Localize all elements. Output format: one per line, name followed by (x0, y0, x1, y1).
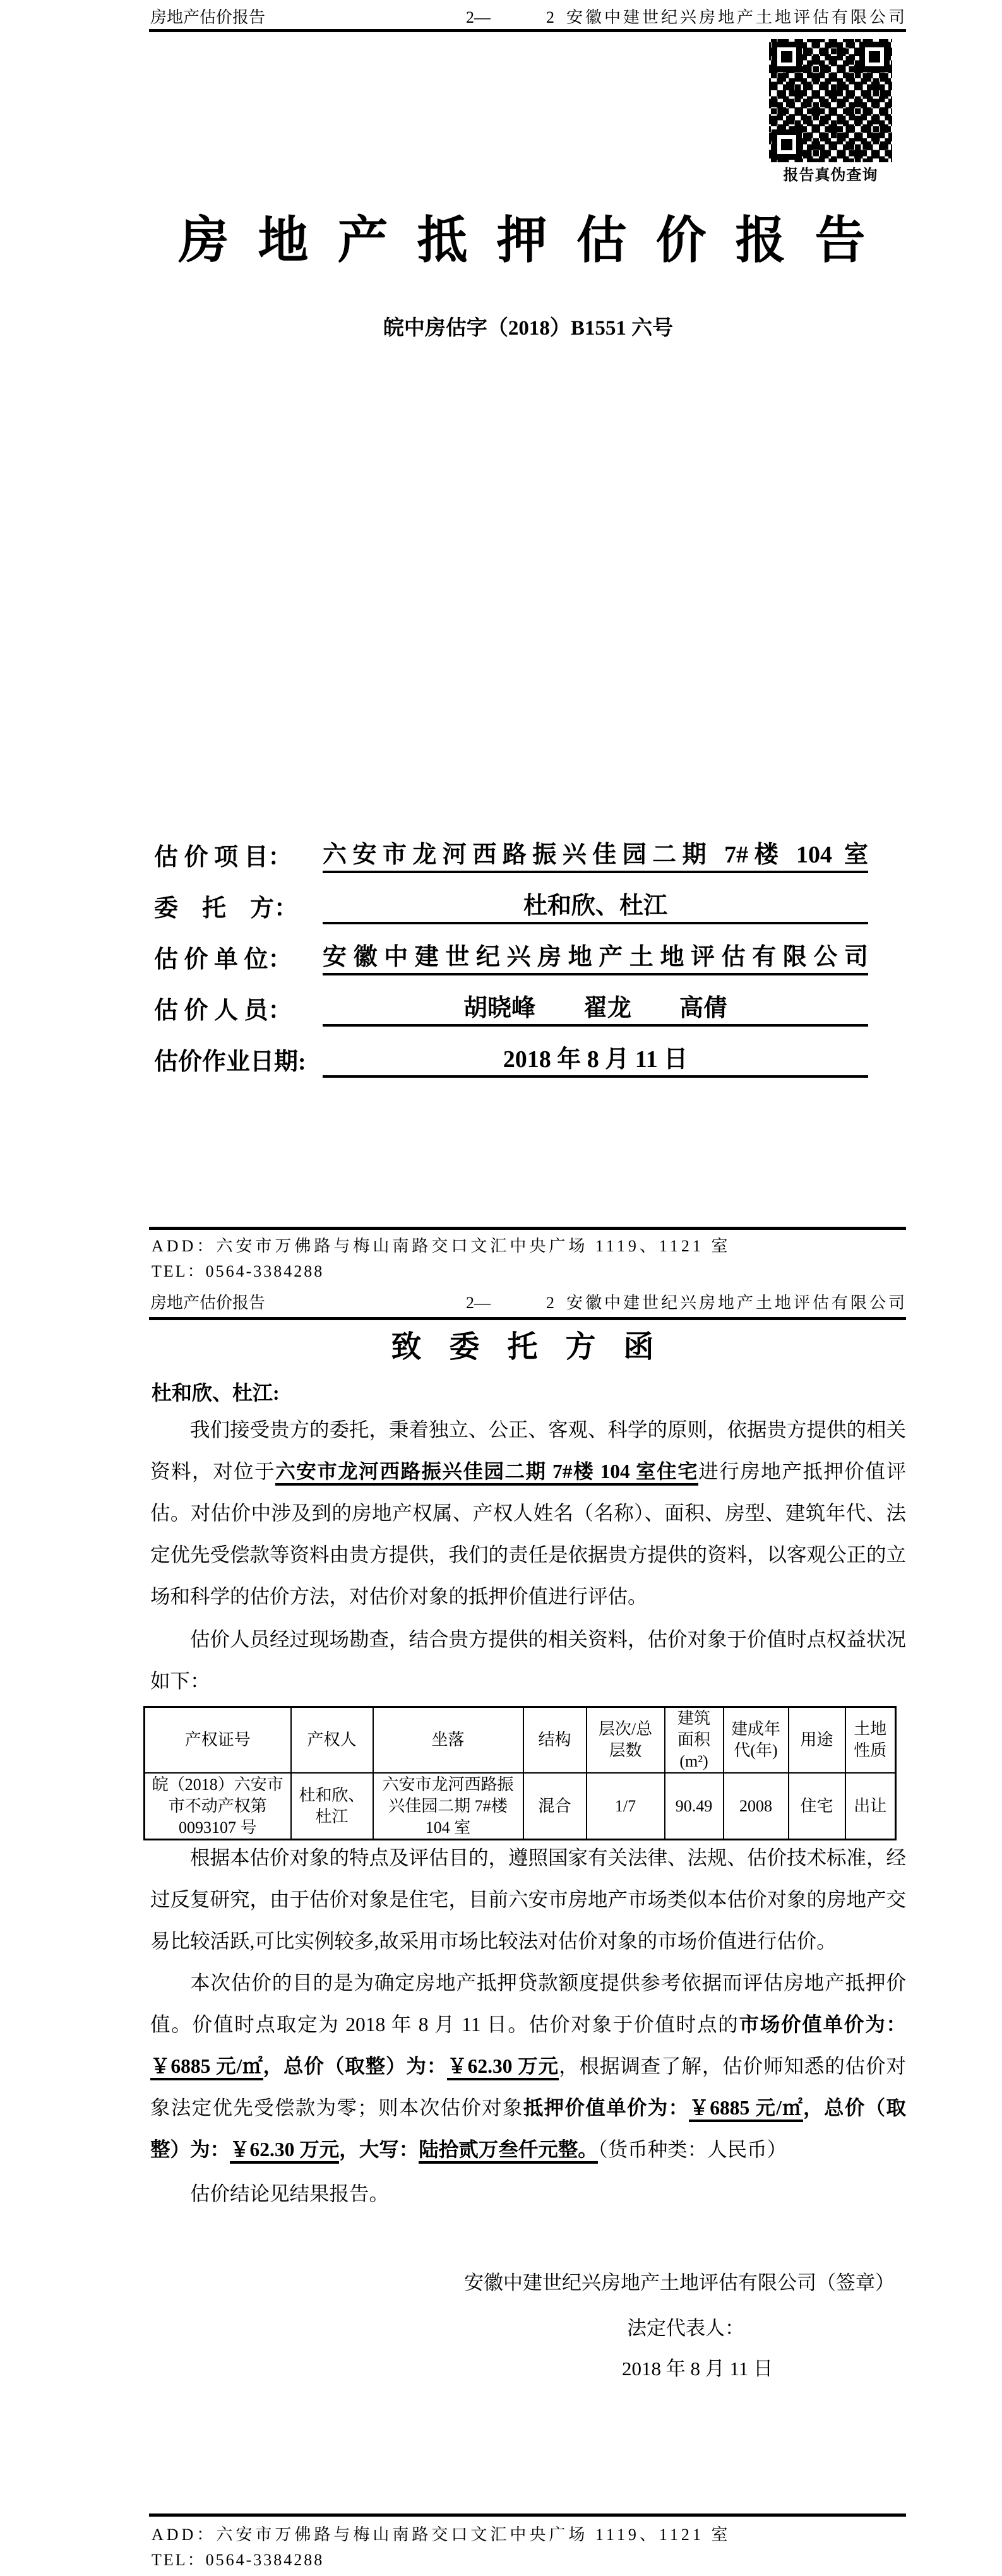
page2-header (150, 1293, 907, 1315)
footer-tel: TEL：0564-3384288 (152, 1262, 325, 1280)
text-segment: 抵押价值单价为： (523, 2097, 689, 2119)
text-segment: ，根据调查了解，估价师知悉的估价对象法定优先受偿款为零；则本次估价对象 (150, 2055, 906, 2119)
footer-address: ADD：六安市万佛路与梅山南路交口文汇中央广场 1119、1121 室 (152, 2525, 731, 2544)
signature-date: 2018 年 8 月 11 日 (622, 2358, 773, 2380)
report-title: 房地产抵押估价报告 (178, 213, 895, 269)
col-header-use: 用途 (789, 1707, 845, 1774)
table-data-row (145, 1773, 896, 1840)
field-value-client: 杜和欣、杜江 (323, 892, 868, 924)
text-segment: 进行房地产抵押价值评估。对估价中涉及到的房地产权属、产权人姓名（名称）、面积、房型、建筑年代、法定优先受偿款等资料由贵方提供，我们的责任是依据贵方提供的资料，以客观公正的立场和科学的估价方法，对估价对象的抵押价值进行评估。 (150, 1460, 907, 1607)
text-segment: ，总价（取整）为： (263, 2055, 448, 2077)
col-header-land-nature: 土地性质 (845, 1707, 896, 1774)
header-company-name: 安徽中建世纪兴房地产土地评估有限公司 (566, 1294, 907, 1312)
table-header-row (145, 1707, 896, 1774)
text-segment: ，总价（取整）为： (150, 2097, 906, 2161)
qr-verification-block (769, 39, 892, 184)
text-segment: 市场价值单价为： (739, 2013, 906, 2036)
letter-paragraph-3: 根据本估价对象的特点及评估目的，遵照国家有关法律、法规、估价技术标准，经过反复研究，由于估价对象是住宅，目前六安市房地产市场类似本估价对象的房地产交易比较活跃,可比实例较多,故采用市场比较法对估价对象的市场价值进行估价。 (150, 1847, 907, 1952)
form-row-date (154, 1027, 868, 1078)
signature-legal-representative: 法定代表人： (627, 2317, 744, 2339)
qr-finder-icon (859, 42, 890, 72)
cell-area: 90.49 (665, 1773, 724, 1840)
col-header-cert-no: 产权证号 (145, 1707, 291, 1774)
field-value-appraisers: 胡晓峰 翟龙 高倩 (323, 994, 868, 1027)
page1-header (150, 8, 907, 29)
text-segment: 我们接受贵方的委托，秉着独立、公正、客观、科学的原则，依据贵方提供的相关资料，对位于 (150, 1419, 907, 1482)
qr-finder-icon (772, 42, 802, 72)
letter-salutation: 杜和欣、杜江: (152, 1381, 280, 1404)
field-value-project: 六安市龙河西路振兴佳园二期 7#楼 104 室 (323, 841, 868, 873)
qr-caption: 报告真伪查询 (783, 167, 878, 184)
cell-owner: 杜和欣、杜江 (291, 1773, 373, 1840)
header-company-name: 安徽中建世纪兴房地产土地评估有限公司 (566, 8, 907, 27)
text-segment: ，大写： (339, 2138, 419, 2161)
field-value-date: 2018 年 8 月 11 日 (323, 1046, 868, 1078)
text-segment: ￥6885 元/㎡ (689, 2097, 803, 2122)
form-row-appraisers (154, 975, 868, 1027)
field-label: 估 价 项 目： (154, 844, 292, 871)
qr-code (769, 39, 892, 162)
header-doc-type: 房地产估价报告 (150, 1294, 266, 1312)
cell-land-nature: 出让 (845, 1773, 896, 1840)
signature-company: 安徽中建世纪兴房地产土地评估有限公司（签章） (464, 2272, 895, 2294)
form-row-project (154, 822, 868, 873)
field-label: 估价作业日期: (154, 1049, 306, 1075)
col-header-owner: 产权人 (291, 1707, 373, 1774)
header-page-number-left: 2— (466, 8, 491, 27)
header-page-number-right: 2 (546, 8, 554, 27)
cell-floor: 1/7 (587, 1773, 665, 1840)
cell-year-built: 2008 (724, 1773, 789, 1840)
col-header-year-built: 建成年代(年) (724, 1707, 789, 1774)
text-segment: ￥6885 元/㎡ (150, 2055, 263, 2080)
text-segment: （货币种类：人民币） (597, 2138, 787, 2161)
cell-structure: 混合 (523, 1773, 587, 1840)
footer-tel: TEL：0564-3384288 (152, 2551, 325, 2569)
ownership-table (143, 1706, 897, 1840)
letter-paragraph-4 (150, 1962, 906, 2171)
footer-divider (149, 2513, 906, 2517)
report-number: 皖中房估字（2018）B1551 六号 (383, 317, 674, 340)
footer-divider (149, 1227, 906, 1230)
footer-address: ADD：六安市万佛路与梅山南路交口文汇中央广场 1119、1121 室 (152, 1237, 731, 1255)
form-row-agency (154, 924, 868, 975)
text-segment: 本次估价的目的是为确定房地产抵押贷款额度提供参考依据而评估房地产抵押价值。价值时点取定为 2018 年 8 月 11 日。估价对象于价值时点的 (150, 1972, 906, 2036)
text-segment: ￥62.30 万元 (447, 2055, 559, 2080)
letter-paragraph-1 (150, 1409, 906, 1618)
header-page-number-right: 2 (546, 1294, 554, 1312)
header-divider (149, 1317, 906, 1320)
cell-use: 住宅 (789, 1773, 845, 1840)
col-header-area: 建筑面积(m²) (665, 1707, 724, 1774)
letter-paragraph-5: 估价结论见结果报告。 (190, 2183, 390, 2205)
text-segment: ￥62.30 万元 (230, 2138, 339, 2164)
cell-location: 六安市龙河西路振兴佳园二期 7#楼 104 室 (373, 1773, 523, 1840)
field-value-agency: 安徽中建世纪兴房地产土地评估有限公司 (323, 943, 868, 975)
text-segment: 六安市龙河西路振兴佳园二期 7#楼 104 室住宅 (275, 1460, 698, 1486)
header-page-number-left: 2— (466, 1294, 491, 1312)
letter-paragraph-2: 估价人员经过现场勘查，结合贵方提供的相关资料，估价对象于价值时点权益状况如下： (150, 1628, 907, 1692)
qr-finder-icon (772, 129, 802, 160)
field-label: 委 托 方： (154, 895, 299, 922)
col-header-floor: 层次/总层数 (587, 1707, 665, 1774)
header-divider (149, 29, 906, 32)
field-label: 估 价 人 员： (154, 998, 292, 1024)
cover-form (154, 822, 868, 1078)
text-segment: 陆拾贰万叁仟元整。 (419, 2138, 598, 2164)
cell-cert-no: 皖（2018）六安市市不动产权第0093107 号 (145, 1773, 291, 1840)
col-header-structure: 结构 (523, 1707, 587, 1774)
letter-title: 致委托方函 (391, 1330, 682, 1364)
col-header-location: 坐落 (373, 1707, 523, 1774)
field-label: 估 价 单 位： (154, 946, 292, 973)
form-row-client (154, 873, 868, 924)
header-doc-type: 房地产估价报告 (150, 8, 266, 27)
